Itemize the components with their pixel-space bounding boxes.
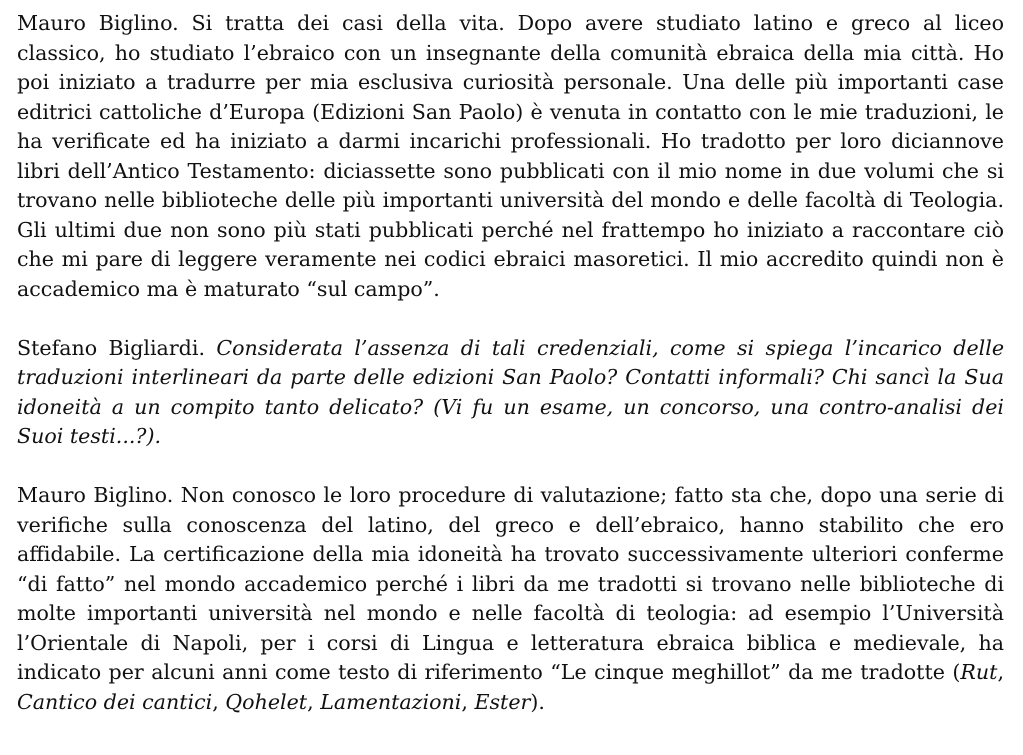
speaker-name: Mauro Biglino. bbox=[17, 11, 179, 35]
book-title: Rut bbox=[960, 660, 998, 684]
document-page bbox=[17, 9, 1004, 717]
book-title: Ester bbox=[474, 689, 531, 714]
paragraph-gap bbox=[17, 452, 1004, 482]
book-title: Qohelet bbox=[225, 689, 308, 714]
answer-text: Si tratta dei casi della vita. Dopo avere studiato latino e greco al liceo classico, ho studiato l’ebraico con un insegnante della comunità ebraica della mia città. Ho poi iniziato a tradurre per mia esclusiva curiosità personale. Una delle più importanti case editrici cattoliche d’Europa (Edizioni San Paolo) è venuta in contatto con le mie traduzioni, le ha verificate ed ha iniziato a darmi incarichi professionali. Ho tradotto per loro diciannove libri dell’Antico Testamento: diciassette sono pubblicati con il mio nome in due volumi che si trovano nelle biblioteche delle più importanti università del mondo e delle facoltà di Teologia. Gli ultimi due non sono più stati pubblicati perché nel frattempo ho iniziato a raccontare ciò che mi pare di leggere veramente nei codici ebraici masoretici. Il mio accredito quindi non è accademico ma è maturato “sul campo”. bbox=[17, 11, 1004, 301]
speaker-name: Mauro Biglino. bbox=[17, 483, 174, 507]
answer-paragraph-1 bbox=[17, 9, 1004, 304]
question-text: Considerata l’assenza di tali credenziali, come si spiega l’incarico delle traduzioni interlineari da parte delle edizioni San Paolo? Contatti informali? Chi sancì la Sua idoneità a un compito tanto delicato? (Vi fu un esame, un concorso, una contro-analisi dei Suoi testi...?). bbox=[17, 335, 1005, 448]
answer-text: Non conosco le loro procedure di valutazione; fatto sta che, dopo una serie di verifiche sulla conoscenza del latino, del greco e dell’ebraico, hanno stabilito che ero affidabile. La certificazione della mia idoneità ha trovato successivamente ulteriori conferme “di fatto” nel mondo accademico perché i libri da me tradotti si trovano nelle biblioteche di molte importanti università nel mondo e nelle facoltà di teologia: ad esempio l’Università l’Orientale di Napoli, per i corsi di Lingua e letteratura ebraica biblica e medievale, ha indicato per alcuni anni come testo di riferimento “Le cinque meghillot” da me tradotte ( bbox=[17, 483, 1005, 684]
book-title: Cantico dei cantici bbox=[17, 689, 213, 714]
answer-text-end: ). bbox=[530, 689, 545, 714]
speaker-name: Stefano Bigliardi. bbox=[17, 335, 205, 360]
question-paragraph bbox=[17, 334, 1004, 452]
answer-paragraph-2: Mauro Biglino. Non conosco le loro procedure di valutazione; fatto sta che, dopo una serie di verifiche sulla conoscenza del latino, del greco e dell’ebraico, hanno stabilito che ero affidabile. La certificazione della mia idoneità ha trovato successivamente ulteriori conferme “di fatto” nel mondo accademico perché i libri da me tradotti si trovano nelle biblioteche di molte importanti università nel mondo e nelle facoltà di teologia: ad esempio l’Università l’Orientale di Napoli, per i corsi di Lingua e letteratura ebraica biblica e medievale, ha indicato per alcuni anni come testo di riferimento “Le cinque meghillot” da me tradotte (Rut, Cantico dei cantici, Qohelet, Lamentazioni, Ester). bbox=[17, 483, 1005, 714]
book-title: Lamentazioni bbox=[320, 689, 462, 714]
paragraph-gap bbox=[17, 304, 1004, 334]
